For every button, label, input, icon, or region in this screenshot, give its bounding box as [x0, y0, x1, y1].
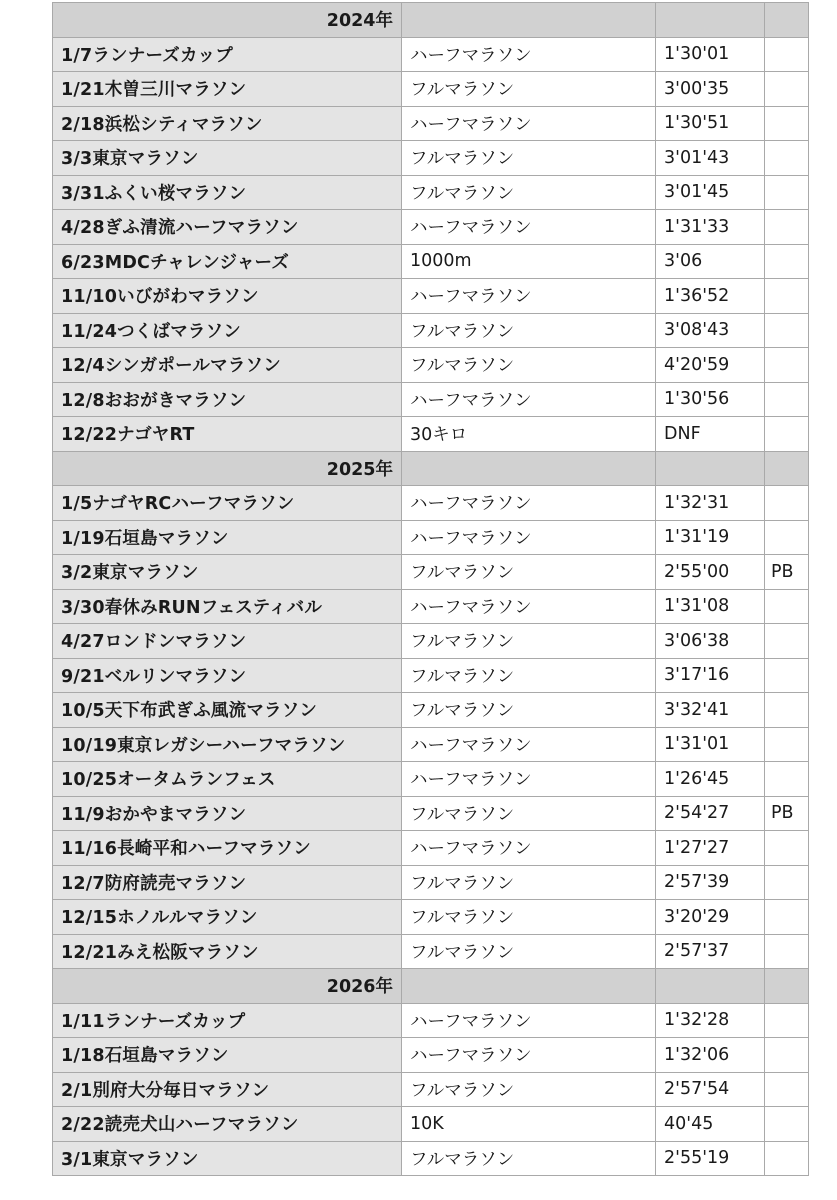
race-name-cell: 1/19石垣島マラソン: [53, 520, 402, 555]
race-name-cell: 12/4シンガポールマラソン: [53, 348, 402, 383]
note-cell: [765, 1038, 809, 1073]
finish-time-cell: 1'26'45: [656, 762, 765, 797]
race-results-body: [53, 3, 809, 1176]
note-cell: PB: [765, 555, 809, 590]
race-name-cell: 10/25オータムランフェス: [53, 762, 402, 797]
note-cell: [765, 520, 809, 555]
year-header-cell: [402, 451, 656, 486]
distance-cell: 10K: [402, 1107, 656, 1142]
year-header-cell: [656, 3, 765, 38]
finish-time-cell: 3'20'29: [656, 900, 765, 935]
year-header-row: [53, 969, 809, 1004]
race-name-cell: 10/19東京レガシーハーフマラソン: [53, 727, 402, 762]
finish-time-cell: 3'00'35: [656, 72, 765, 107]
race-name-cell: 10/5天下布武ぎふ風流マラソン: [53, 693, 402, 728]
distance-cell: ハーフマラソン: [402, 831, 656, 866]
note-cell: [765, 693, 809, 728]
finish-time-cell: 3'06: [656, 244, 765, 279]
note-cell: [765, 658, 809, 693]
table-row: [53, 244, 809, 279]
finish-time-cell: 2'55'19: [656, 1141, 765, 1176]
finish-time-cell: 1'31'08: [656, 589, 765, 624]
distance-cell: フルマラソン: [402, 72, 656, 107]
table-row: [53, 520, 809, 555]
distance-cell: ハーフマラソン: [402, 210, 656, 245]
table-row: [53, 555, 809, 590]
note-cell: [765, 900, 809, 935]
race-name-cell: 12/21みえ松阪マラソン: [53, 934, 402, 969]
distance-cell: フルマラソン: [402, 1072, 656, 1107]
note-cell: [765, 244, 809, 279]
note-cell: [765, 313, 809, 348]
distance-cell: ハーフマラソン: [402, 486, 656, 521]
table-row: [53, 417, 809, 452]
distance-cell: ハーフマラソン: [402, 762, 656, 797]
distance-cell: フルマラソン: [402, 175, 656, 210]
table-row: [53, 934, 809, 969]
note-cell: [765, 1003, 809, 1038]
table-row: [53, 624, 809, 659]
table-row: [53, 141, 809, 176]
finish-time-cell: 1'31'19: [656, 520, 765, 555]
distance-cell: ハーフマラソン: [402, 1038, 656, 1073]
race-name-cell: 11/24つくばマラソン: [53, 313, 402, 348]
table-row: [53, 693, 809, 728]
table-row: [53, 348, 809, 383]
race-results-sheet: [52, 2, 808, 1176]
year-header-row: [53, 451, 809, 486]
race-name-cell: 1/18石垣島マラソン: [53, 1038, 402, 1073]
table-row: [53, 1141, 809, 1176]
note-cell: [765, 831, 809, 866]
distance-cell: ハーフマラソン: [402, 37, 656, 72]
finish-time-cell: 1'30'01: [656, 37, 765, 72]
note-cell: [765, 382, 809, 417]
table-row: [53, 900, 809, 935]
distance-cell: フルマラソン: [402, 796, 656, 831]
race-name-cell: 12/8おおがきマラソン: [53, 382, 402, 417]
distance-cell: ハーフマラソン: [402, 382, 656, 417]
year-header-cell: [765, 451, 809, 486]
note-cell: [765, 37, 809, 72]
note-cell: [765, 1141, 809, 1176]
race-name-cell: 1/11ランナーズカップ: [53, 1003, 402, 1038]
race-name-cell: 11/10いびがわマラソン: [53, 279, 402, 314]
distance-cell: フルマラソン: [402, 624, 656, 659]
distance-cell: フルマラソン: [402, 693, 656, 728]
table-row: [53, 727, 809, 762]
note-cell: PB: [765, 796, 809, 831]
distance-cell: ハーフマラソン: [402, 727, 656, 762]
note-cell: [765, 417, 809, 452]
distance-cell: フルマラソン: [402, 1141, 656, 1176]
distance-cell: フルマラソン: [402, 900, 656, 935]
table-row: [53, 762, 809, 797]
race-name-cell: 3/30春休みRUNフェスティバル: [53, 589, 402, 624]
table-row: [53, 210, 809, 245]
race-name-cell: 6/23MDCチャレンジャーズ: [53, 244, 402, 279]
note-cell: [765, 1072, 809, 1107]
distance-cell: フルマラソン: [402, 313, 656, 348]
finish-time-cell: 3'01'43: [656, 141, 765, 176]
race-name-cell: 2/18浜松シティマラソン: [53, 106, 402, 141]
race-name-cell: 3/1東京マラソン: [53, 1141, 402, 1176]
note-cell: [765, 279, 809, 314]
distance-cell: ハーフマラソン: [402, 589, 656, 624]
race-name-cell: 4/27ロンドンマラソン: [53, 624, 402, 659]
year-label: 2025年: [53, 451, 402, 486]
note-cell: [765, 348, 809, 383]
finish-time-cell: DNF: [656, 417, 765, 452]
distance-cell: ハーフマラソン: [402, 279, 656, 314]
finish-time-cell: 1'32'31: [656, 486, 765, 521]
note-cell: [765, 175, 809, 210]
note-cell: [765, 141, 809, 176]
table-row: [53, 796, 809, 831]
year-header-cell: [402, 969, 656, 1004]
year-label: 2026年: [53, 969, 402, 1004]
race-name-cell: 11/16長崎平和ハーフマラソン: [53, 831, 402, 866]
finish-time-cell: 1'32'06: [656, 1038, 765, 1073]
race-name-cell: 11/9おかやまマラソン: [53, 796, 402, 831]
distance-cell: フルマラソン: [402, 934, 656, 969]
note-cell: [765, 486, 809, 521]
note-cell: [765, 624, 809, 659]
finish-time-cell: 1'31'01: [656, 727, 765, 762]
distance-cell: ハーフマラソン: [402, 1003, 656, 1038]
table-row: [53, 106, 809, 141]
year-label: 2024年: [53, 3, 402, 38]
race-name-cell: 2/1別府大分毎日マラソン: [53, 1072, 402, 1107]
table-row: [53, 486, 809, 521]
finish-time-cell: 2'55'00: [656, 555, 765, 590]
table-row: [53, 175, 809, 210]
race-name-cell: 12/22ナゴヤRT: [53, 417, 402, 452]
table-row: [53, 1072, 809, 1107]
race-name-cell: 2/22読売犬山ハーフマラソン: [53, 1107, 402, 1142]
year-header-cell: [765, 3, 809, 38]
note-cell: [765, 727, 809, 762]
note-cell: [765, 865, 809, 900]
race-results-table: [52, 2, 809, 1176]
year-header-cell: [656, 451, 765, 486]
table-row: [53, 831, 809, 866]
finish-time-cell: 1'30'51: [656, 106, 765, 141]
table-row: [53, 382, 809, 417]
finish-time-cell: 3'06'38: [656, 624, 765, 659]
race-name-cell: 3/31ふくい桜マラソン: [53, 175, 402, 210]
distance-cell: ハーフマラソン: [402, 520, 656, 555]
race-name-cell: 9/21ベルリンマラソン: [53, 658, 402, 693]
finish-time-cell: 4'20'59: [656, 348, 765, 383]
note-cell: [765, 934, 809, 969]
distance-cell: フルマラソン: [402, 865, 656, 900]
finish-time-cell: 1'31'33: [656, 210, 765, 245]
table-row: [53, 1107, 809, 1142]
distance-cell: 30キロ: [402, 417, 656, 452]
table-row: [53, 589, 809, 624]
finish-time-cell: 3'01'45: [656, 175, 765, 210]
year-header-row: [53, 3, 809, 38]
year-header-cell: [765, 969, 809, 1004]
year-header-cell: [656, 969, 765, 1004]
finish-time-cell: 40'45: [656, 1107, 765, 1142]
note-cell: [765, 762, 809, 797]
finish-time-cell: 2'54'27: [656, 796, 765, 831]
race-name-cell: 3/2東京マラソン: [53, 555, 402, 590]
table-row: [53, 1003, 809, 1038]
page-bottom-margin: [0, 1176, 837, 1200]
distance-cell: ハーフマラソン: [402, 106, 656, 141]
race-name-cell: 1/21木曽三川マラソン: [53, 72, 402, 107]
note-cell: [765, 1107, 809, 1142]
table-row: [53, 279, 809, 314]
finish-time-cell: 3'08'43: [656, 313, 765, 348]
table-row: [53, 72, 809, 107]
finish-time-cell: 3'32'41: [656, 693, 765, 728]
year-header-cell: [402, 3, 656, 38]
race-name-cell: 12/15ホノルルマラソン: [53, 900, 402, 935]
finish-time-cell: 2'57'37: [656, 934, 765, 969]
race-name-cell: 3/3東京マラソン: [53, 141, 402, 176]
finish-time-cell: 2'57'54: [656, 1072, 765, 1107]
note-cell: [765, 210, 809, 245]
race-name-cell: 4/28ぎふ清流ハーフマラソン: [53, 210, 402, 245]
finish-time-cell: 1'30'56: [656, 382, 765, 417]
race-name-cell: 1/7ランナーズカップ: [53, 37, 402, 72]
table-row: [53, 1038, 809, 1073]
distance-cell: フルマラソン: [402, 658, 656, 693]
race-name-cell: 12/7防府読売マラソン: [53, 865, 402, 900]
race-name-cell: 1/5ナゴヤRCハーフマラソン: [53, 486, 402, 521]
table-row: [53, 865, 809, 900]
finish-time-cell: 1'32'28: [656, 1003, 765, 1038]
note-cell: [765, 72, 809, 107]
finish-time-cell: 1'27'27: [656, 831, 765, 866]
table-row: [53, 37, 809, 72]
table-row: [53, 658, 809, 693]
finish-time-cell: 3'17'16: [656, 658, 765, 693]
distance-cell: フルマラソン: [402, 555, 656, 590]
note-cell: [765, 589, 809, 624]
finish-time-cell: 2'57'39: [656, 865, 765, 900]
note-cell: [765, 106, 809, 141]
distance-cell: 1000m: [402, 244, 656, 279]
finish-time-cell: 1'36'52: [656, 279, 765, 314]
distance-cell: フルマラソン: [402, 141, 656, 176]
distance-cell: フルマラソン: [402, 348, 656, 383]
table-row: [53, 313, 809, 348]
